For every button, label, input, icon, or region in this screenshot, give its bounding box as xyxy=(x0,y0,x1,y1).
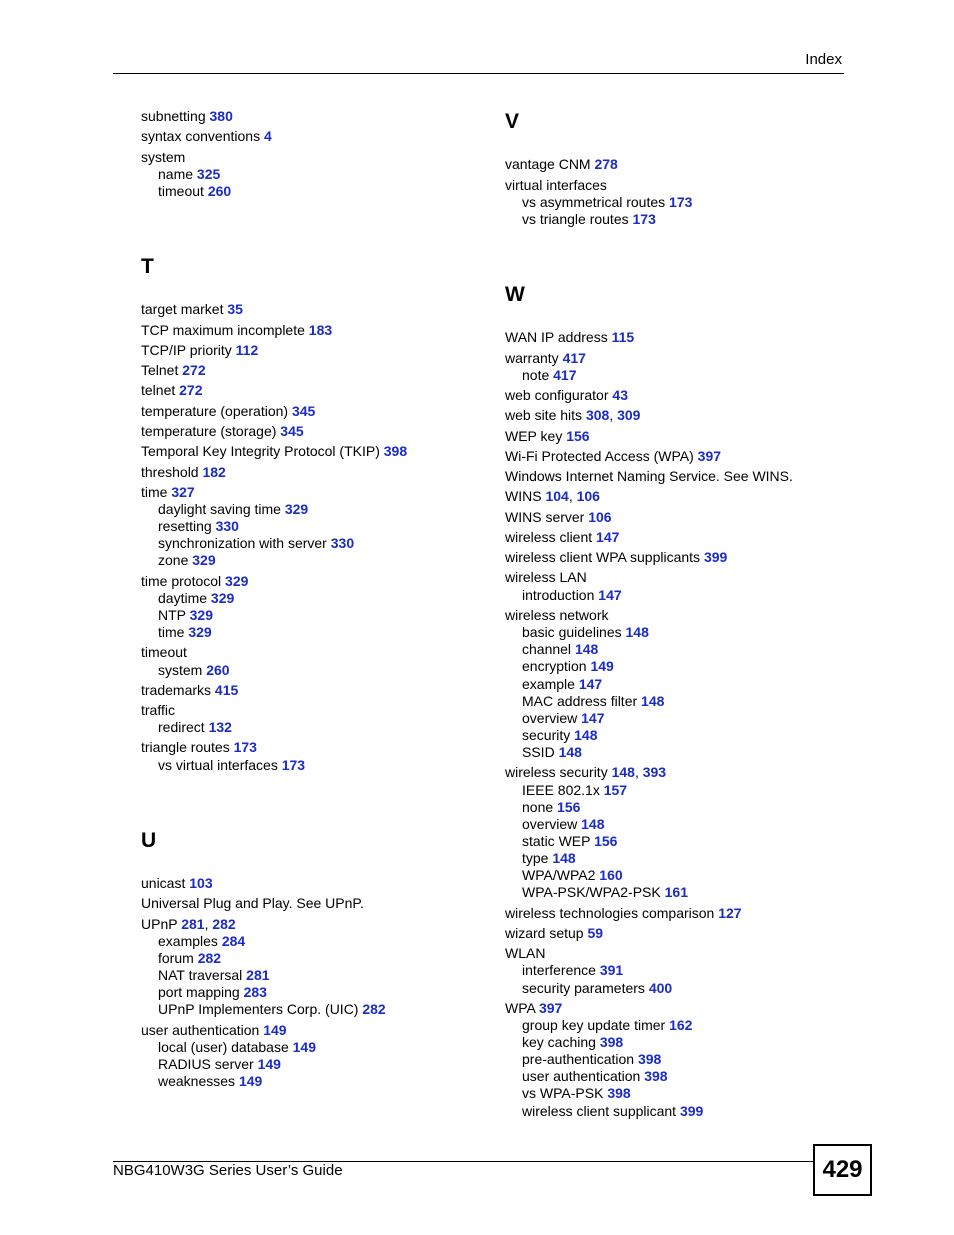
index-entry xyxy=(505,529,619,546)
index-entry xyxy=(141,301,243,318)
index-entry xyxy=(141,702,175,719)
index-term: user authentication xyxy=(141,1022,264,1038)
index-term: timeout xyxy=(141,644,187,660)
index-subentry xyxy=(505,1034,623,1051)
index-entry xyxy=(141,108,233,125)
section-letter-w: W xyxy=(505,283,525,306)
index-subentry xyxy=(141,518,239,535)
page-link[interactable]: 112 xyxy=(235,342,259,358)
index-entry xyxy=(141,342,258,359)
index-term: time protocol xyxy=(141,573,226,589)
page-link[interactable]: 272 xyxy=(179,382,203,398)
index-subentry xyxy=(141,552,216,569)
index-entry xyxy=(505,607,608,624)
index-term: examples xyxy=(158,933,222,949)
index-term: daylight saving time xyxy=(158,501,285,517)
page-link[interactable]: 104 xyxy=(545,488,569,504)
page-link[interactable]: 330 xyxy=(215,518,239,534)
index-term: WEP key xyxy=(505,428,567,444)
index-term: port mapping xyxy=(158,984,244,1000)
index-term: vs asymmetrical routes xyxy=(522,194,670,210)
index-entry xyxy=(505,764,666,781)
page-link[interactable]: 284 xyxy=(221,933,246,949)
page-link[interactable]: 147 xyxy=(598,587,622,603)
index-term: web configurator xyxy=(505,387,613,403)
page-link[interactable]: 329 xyxy=(210,590,235,606)
page-link[interactable]: 398 xyxy=(637,1051,662,1067)
index-subentry xyxy=(141,501,308,518)
index-term: redirect xyxy=(158,719,209,735)
index-term: vantage CNM xyxy=(505,156,595,172)
index-term: MAC address filter xyxy=(522,693,642,709)
index-subentry xyxy=(141,757,305,774)
index-term: Temporal Key Integrity Protocol (TKIP) xyxy=(141,443,384,459)
index-entry xyxy=(505,945,545,962)
index-subentry xyxy=(505,1017,692,1034)
index-term: subnetting xyxy=(141,108,210,124)
page-link[interactable]: 183 xyxy=(308,322,333,338)
page-link[interactable]: 282 xyxy=(197,950,222,966)
index-term: trademarks xyxy=(141,682,215,698)
index-subentry xyxy=(505,884,688,901)
page-link[interactable]: 156 xyxy=(557,799,581,815)
index-term: SSID xyxy=(522,744,559,760)
page-link[interactable]: 149 xyxy=(257,1056,281,1072)
page-link[interactable]: 147 xyxy=(596,529,620,545)
index-entry xyxy=(141,916,236,933)
index-term: wireless LAN xyxy=(505,569,587,585)
index-term: static WEP xyxy=(522,833,595,849)
page-separator: , xyxy=(568,488,577,504)
index-subentry xyxy=(505,799,580,816)
index-subentry xyxy=(505,641,598,658)
index-term: threshold xyxy=(141,464,203,480)
index-term: wireless client WPA supplicants xyxy=(505,549,704,565)
index-term: TCP/IP priority xyxy=(141,342,236,358)
index-term: wizard setup xyxy=(505,925,588,941)
index-subentry xyxy=(505,1085,631,1102)
page-link[interactable]: 149 xyxy=(263,1022,287,1038)
index-subentry xyxy=(141,933,245,950)
index-subentry xyxy=(141,183,231,200)
index-entry xyxy=(141,423,304,440)
page-link[interactable]: 149 xyxy=(238,1073,263,1089)
page-link[interactable]: 147 xyxy=(581,710,605,726)
page-link[interactable]: 398 xyxy=(607,1085,631,1101)
index-term: local (user) database xyxy=(158,1039,293,1055)
page-link[interactable]: 345 xyxy=(291,403,316,419)
index-term: weaknesses xyxy=(158,1073,239,1089)
index-subentry xyxy=(505,782,627,799)
index-term: triangle routes xyxy=(141,739,234,755)
index-term: warranty xyxy=(505,350,563,366)
index-term: UPnP Implementers Corp. (UIC) xyxy=(158,1001,363,1017)
footer-guide-title: NBG410W3G Series User’s Guide xyxy=(113,1162,343,1179)
index-entry xyxy=(505,407,640,424)
index-term: RADIUS server xyxy=(158,1056,258,1072)
index-subentry xyxy=(141,1056,281,1073)
page-link[interactable]: 173 xyxy=(632,211,656,227)
index-subentry xyxy=(141,719,232,736)
index-term: UPnP xyxy=(141,916,182,932)
index-subentry xyxy=(141,624,212,641)
index-term: basic guidelines xyxy=(522,624,626,640)
index-subentry xyxy=(505,833,617,850)
index-subentry xyxy=(141,607,213,624)
page-link[interactable]: 162 xyxy=(669,1017,693,1033)
index-term: web site hits xyxy=(505,407,586,423)
index-entry xyxy=(505,509,612,526)
index-subentry xyxy=(505,693,664,710)
page-link[interactable]: 148 xyxy=(574,727,598,743)
index-term: NAT traversal xyxy=(158,967,247,983)
index-entry xyxy=(141,149,185,166)
index-term: vs triangle routes xyxy=(522,211,633,227)
index-term: vs virtual interfaces xyxy=(158,757,282,773)
page-link[interactable]: 400 xyxy=(648,980,673,996)
page-link[interactable]: 161 xyxy=(664,884,688,900)
page-link[interactable]: 59 xyxy=(587,925,604,941)
index-entry xyxy=(141,895,364,912)
page-link[interactable]: 148 xyxy=(641,693,665,709)
page-link[interactable]: 398 xyxy=(599,1034,624,1050)
index-term: channel xyxy=(522,641,575,657)
page-link[interactable]: 329 xyxy=(225,573,249,589)
page-link[interactable]: 115 xyxy=(611,329,635,345)
page-link[interactable]: 282 xyxy=(212,916,236,932)
index-term: overview xyxy=(522,710,582,726)
index-subentry xyxy=(141,535,354,552)
index-term: WLAN xyxy=(505,945,546,961)
index-term: group key update timer xyxy=(522,1017,670,1033)
page-separator: , xyxy=(634,764,643,780)
page-link[interactable]: 329 xyxy=(188,624,212,640)
page-link[interactable]: 398 xyxy=(644,1068,668,1084)
page-link[interactable]: 173 xyxy=(233,739,257,755)
page-link[interactable]: 397 xyxy=(697,448,722,464)
page-link[interactable]: 399 xyxy=(679,1103,704,1119)
index-subentry xyxy=(505,744,582,761)
index-term: temperature (operation) xyxy=(141,403,292,419)
page-link[interactable]: 415 xyxy=(214,682,239,698)
index-entry xyxy=(505,387,628,404)
index-term: resetting xyxy=(158,518,216,534)
page-separator: , xyxy=(609,407,618,423)
page-link[interactable]: 397 xyxy=(538,1000,563,1016)
index-subentry xyxy=(505,211,656,228)
index-term: pre-authentication xyxy=(522,1051,638,1067)
index-entry xyxy=(141,682,238,699)
index-subentry xyxy=(141,1039,316,1056)
index-term: Universal Plug and Play. See UPnP. xyxy=(141,895,364,911)
page-link[interactable]: 345 xyxy=(280,423,304,439)
page-link[interactable]: 278 xyxy=(594,156,618,172)
index-term: Windows Internet Naming Service. See WINS. xyxy=(505,468,793,484)
index-term: WPA/WPA2 xyxy=(522,867,600,883)
page-link[interactable]: 330 xyxy=(330,535,355,551)
page-link[interactable]: 147 xyxy=(578,676,603,692)
index-term: temperature (storage) xyxy=(141,423,281,439)
index-subentry xyxy=(505,962,623,979)
section-letter-u: U xyxy=(141,829,157,852)
index-term: synchronization with server xyxy=(158,535,331,551)
index-term: key caching xyxy=(522,1034,600,1050)
page-link[interactable]: 148 xyxy=(552,850,576,866)
index-term: type xyxy=(522,850,553,866)
index-entry xyxy=(505,549,727,566)
page-link[interactable]: 283 xyxy=(243,984,267,1000)
index-term: TCP maximum incomplete xyxy=(141,322,309,338)
section-letter-v: V xyxy=(505,110,520,133)
page-link[interactable]: 106 xyxy=(588,509,612,525)
page-link[interactable]: 325 xyxy=(196,166,221,182)
index-term: system xyxy=(141,149,186,165)
index-term: forum xyxy=(158,950,198,966)
index-entry xyxy=(505,1000,562,1017)
index-term: traffic xyxy=(141,702,175,718)
index-entry xyxy=(141,875,213,892)
page-link[interactable]: 329 xyxy=(284,501,309,517)
index-entry xyxy=(505,488,600,505)
page-link[interactable]: 103 xyxy=(189,875,213,891)
index-entry xyxy=(505,428,590,445)
page-link[interactable]: 148 xyxy=(611,764,635,780)
index-entry xyxy=(141,464,226,481)
page-link[interactable]: 281 xyxy=(246,967,270,983)
page-link[interactable]: 282 xyxy=(362,1001,386,1017)
index-term: wireless client xyxy=(505,529,597,545)
index-term: vs WPA-PSK xyxy=(522,1085,608,1101)
page-link[interactable]: 380 xyxy=(209,108,233,124)
index-term: NTP xyxy=(158,607,190,623)
page-link[interactable]: 281 xyxy=(181,916,205,932)
index-subentry xyxy=(505,850,576,867)
index-term: security parameters xyxy=(522,980,649,996)
index-entry xyxy=(141,739,257,756)
page-number: 429 xyxy=(813,1144,872,1196)
index-entry xyxy=(505,448,721,465)
page-link[interactable]: 4 xyxy=(263,128,272,144)
index-term: overview xyxy=(522,816,582,832)
index-subentry xyxy=(141,984,267,1001)
page-link[interactable]: 148 xyxy=(625,624,649,640)
index-term: time xyxy=(158,624,189,640)
index-term: interference xyxy=(522,962,600,978)
index-term: unicast xyxy=(141,875,190,891)
page-link[interactable]: 399 xyxy=(703,549,728,565)
page-link[interactable]: 157 xyxy=(603,782,628,798)
page-separator: , xyxy=(204,916,213,932)
index-term: system xyxy=(158,662,207,678)
index-term: timeout xyxy=(158,183,208,199)
page-link[interactable]: 417 xyxy=(562,350,586,366)
index-entry xyxy=(141,128,272,145)
index-entry xyxy=(141,484,195,501)
index-term: wireless security xyxy=(505,764,612,780)
page-link[interactable]: 149 xyxy=(292,1039,316,1055)
page-link[interactable]: 173 xyxy=(669,194,693,210)
page-link[interactable]: 391 xyxy=(599,962,624,978)
index-term: WPA xyxy=(505,1000,539,1016)
index-term: example xyxy=(522,676,579,692)
index-entry xyxy=(141,403,315,420)
index-entry xyxy=(141,573,248,590)
page-link[interactable]: 148 xyxy=(581,816,605,832)
page-link[interactable]: 35 xyxy=(227,301,243,317)
header-section-title: Index xyxy=(805,51,842,68)
index-subentry xyxy=(505,676,602,693)
index-entry xyxy=(505,177,607,194)
index-entry xyxy=(141,1022,287,1039)
index-subentry xyxy=(505,816,605,833)
index-term: none xyxy=(522,799,558,815)
index-entry xyxy=(505,925,603,942)
index-term: encryption xyxy=(522,658,591,674)
index-term: user authentication xyxy=(522,1068,645,1084)
index-term: WINS server xyxy=(505,509,589,525)
index-subentry xyxy=(505,367,577,384)
index-subentry xyxy=(505,867,623,884)
index-entry xyxy=(505,156,618,173)
index-term: wireless client supplicant xyxy=(522,1103,680,1119)
index-entry xyxy=(141,322,332,339)
index-subentry xyxy=(505,194,692,211)
index-subentry xyxy=(141,967,270,984)
index-subentry xyxy=(505,587,622,604)
index-term: Telnet xyxy=(141,362,183,378)
page-link[interactable]: 106 xyxy=(576,488,600,504)
index-term: WPA-PSK/WPA2-PSK xyxy=(522,884,665,900)
index-term: telnet xyxy=(141,382,180,398)
page-link[interactable]: 156 xyxy=(594,833,618,849)
page-link[interactable]: 43 xyxy=(612,387,628,403)
index-subentry xyxy=(141,662,230,679)
page-link[interactable]: 260 xyxy=(207,183,232,199)
index-term: time xyxy=(141,484,172,500)
page-link[interactable]: 160 xyxy=(599,867,623,883)
index-entry xyxy=(505,905,742,922)
index-term: wireless network xyxy=(505,607,609,623)
index-subentry xyxy=(141,1073,262,1090)
page-link[interactable]: 398 xyxy=(383,443,408,459)
page-link[interactable]: 272 xyxy=(182,362,206,378)
page-link[interactable]: 308 xyxy=(585,407,610,423)
index-term: virtual interfaces xyxy=(505,177,607,193)
index-term: name xyxy=(158,166,197,182)
index-subentry xyxy=(141,166,220,183)
index-subentry xyxy=(505,1051,661,1068)
index-term: IEEE 802.1x xyxy=(522,782,604,798)
page-link[interactable]: 417 xyxy=(553,367,577,383)
page-link[interactable]: 156 xyxy=(566,428,590,444)
index-subentry xyxy=(505,710,605,727)
index-entry xyxy=(505,350,586,367)
page-link[interactable]: 309 xyxy=(617,407,641,423)
index-subentry xyxy=(141,950,221,967)
page-link[interactable]: 327 xyxy=(171,484,195,500)
index-subentry xyxy=(505,727,597,744)
page-link[interactable]: 329 xyxy=(189,607,213,623)
page-link[interactable]: 393 xyxy=(642,764,667,780)
index-term: introduction xyxy=(522,587,599,603)
index-term: target market xyxy=(141,301,228,317)
index-subentry xyxy=(505,624,649,641)
index-term: syntax conventions xyxy=(141,128,264,144)
page-link[interactable]: 148 xyxy=(574,641,599,657)
section-letter-t: T xyxy=(141,255,154,278)
index-term: Wi-Fi Protected Access (WPA) xyxy=(505,448,698,464)
index-subentry xyxy=(141,1001,386,1018)
page-link[interactable]: 182 xyxy=(202,464,226,480)
index-term: zone xyxy=(158,552,193,568)
index-entry xyxy=(141,362,206,379)
page-link[interactable]: 132 xyxy=(208,719,232,735)
index-term: security xyxy=(522,727,575,743)
page-link[interactable]: 260 xyxy=(206,662,230,678)
index-entry xyxy=(141,644,187,661)
page-link[interactable]: 173 xyxy=(281,757,306,773)
index-entry xyxy=(505,569,587,586)
index-entry xyxy=(141,382,203,399)
index-term: note xyxy=(522,367,554,383)
index-subentry xyxy=(505,1068,668,1085)
page-link[interactable]: 127 xyxy=(718,905,742,921)
header-rule xyxy=(113,73,844,74)
index-subentry xyxy=(505,980,672,997)
index-subentry xyxy=(505,1103,703,1120)
index-subentry xyxy=(505,658,614,675)
index-term: WAN IP address xyxy=(505,329,612,345)
index-entry xyxy=(141,443,407,460)
index-subentry xyxy=(141,590,234,607)
index-term: wireless technologies comparison xyxy=(505,905,719,921)
index-term: WINS xyxy=(505,488,546,504)
page-link[interactable]: 329 xyxy=(192,552,216,568)
index-entry xyxy=(505,329,634,346)
page-link[interactable]: 149 xyxy=(590,658,614,674)
index-entry xyxy=(505,468,793,485)
index-term: daytime xyxy=(158,590,211,606)
page-link[interactable]: 148 xyxy=(558,744,582,760)
